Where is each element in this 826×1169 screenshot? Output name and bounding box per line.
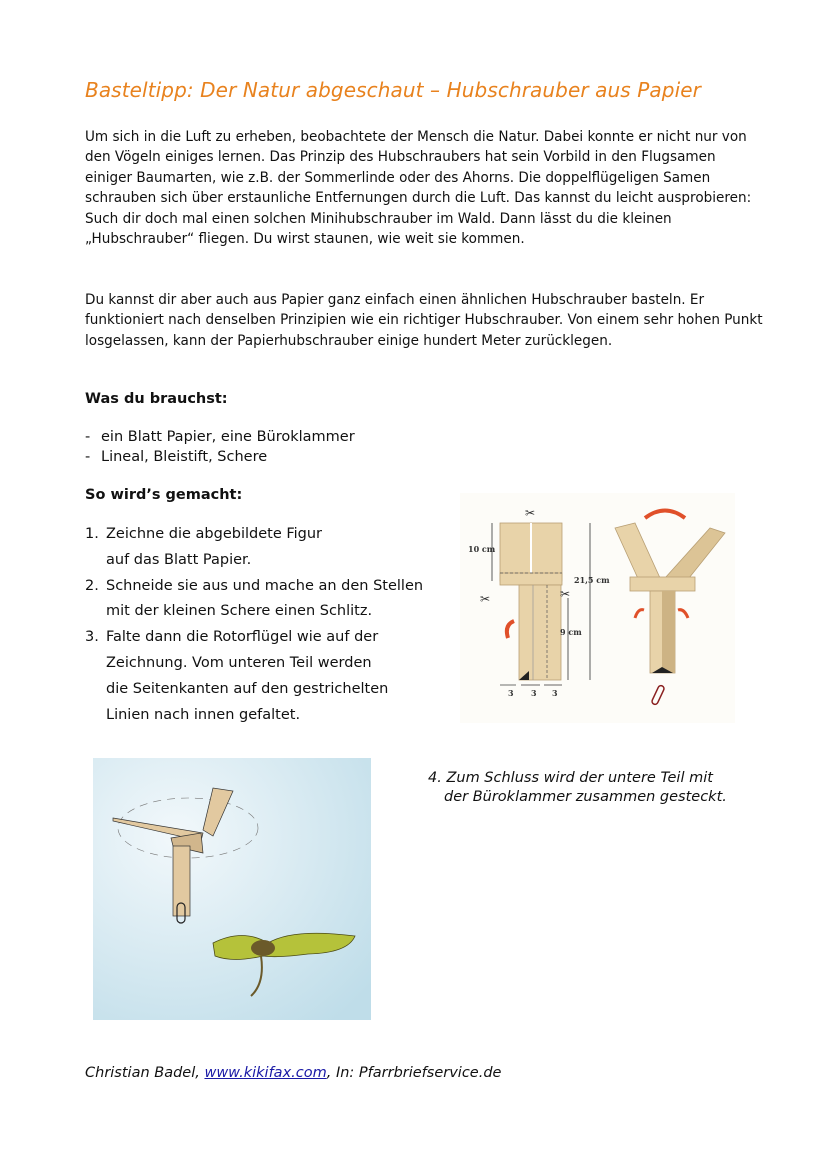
dim-10cm: 10 cm	[468, 544, 496, 554]
folding-diagram	[460, 493, 735, 723]
list-item: - Lineal, Bleistift, Schere	[85, 449, 268, 465]
instructions-heading: So wird’s gemacht:	[85, 487, 243, 503]
document-title: Basteltipp: Der Natur abgeschaut – Hubschrauber aus Papier	[85, 78, 701, 102]
step-item: 3. Falte dann die Rotorflügel wie auf der Zeichnung. Vom unteren Teil werden die Seitenkanten auf den gestrichelten Linien nach innen gefaltet.	[85, 629, 389, 723]
diagram-svg	[460, 493, 735, 723]
scissors-icon: ✂	[480, 592, 491, 606]
svg-text:3: 3	[531, 688, 537, 698]
materials-list	[85, 427, 355, 467]
list-item: - ein Blatt Papier, eine Büroklammer	[85, 429, 355, 445]
fold-arrow-icon	[507, 621, 514, 638]
step-item: 2. Schneide sie aus und mache an den Stellen mit der kleinen Schere einen Schlitz.	[85, 577, 424, 620]
step-4: 4. Zum Schluss wird der untere Teil mit der Büroklammer zusammen gesteckt.	[428, 770, 727, 805]
helicopter-illustration	[93, 758, 371, 1020]
footer-credit: Christian Badel, www.kikifax.com, In: Pfarrbriefservice.de	[85, 1065, 502, 1081]
materials-heading: Was du brauchst:	[85, 391, 228, 407]
rotate-arrow-icon	[645, 511, 685, 519]
kikifax-link[interactable]: www.kikifax.com	[204, 1065, 327, 1081]
dim-21-5cm: 21,5 cm	[574, 575, 610, 585]
second-paragraph: Du kannst dir aber auch aus Papier ganz einfach einen ähnlichen Hubschrauber basteln. Er funktioniert nach denselben Prinzipien wie ein richtiger Hubschrauber. Von einem sehr hohen Punkt losgelassen, kann der Papierhubschrauber einige hundert Meter zurücklegen.	[85, 291, 763, 349]
svg-text:3: 3	[552, 688, 558, 698]
svg-text:3: 3	[508, 688, 514, 698]
scissors-icon: ✂	[525, 506, 536, 520]
step-item: 1. Zeichne die abgebildete Figur auf das Blatt Papier.	[85, 526, 323, 568]
dim-9cm: 9 cm	[560, 627, 582, 637]
steps-list	[85, 522, 423, 728]
intro-paragraph: Um sich in die Luft zu erheben, beobachtete der Mensch die Natur. Dabei konnte er nicht nur von den Vögeln einiges lernen. Das Prinzip des Hubschraubers hat sein Vorbild in den Flugsamen einiger Baumarten, wie z.B. der Sommerlinde oder des Ahorns. Die doppelflügeligen Samen schrauben sich über erstaunliche Entfernungen durch die Luft. Das kannst du leicht ausprobieren: Such dir doch mal einen solchen Minihubschrauber im Wald. Dann lässt du die kleinen „Hubschrauber“ fliegen. Du wirst staunen, wie weit sie kommen.	[85, 128, 752, 248]
illustration-svg	[93, 758, 371, 1020]
paperclip-icon	[651, 685, 665, 706]
scissors-icon: ✂	[560, 587, 571, 601]
